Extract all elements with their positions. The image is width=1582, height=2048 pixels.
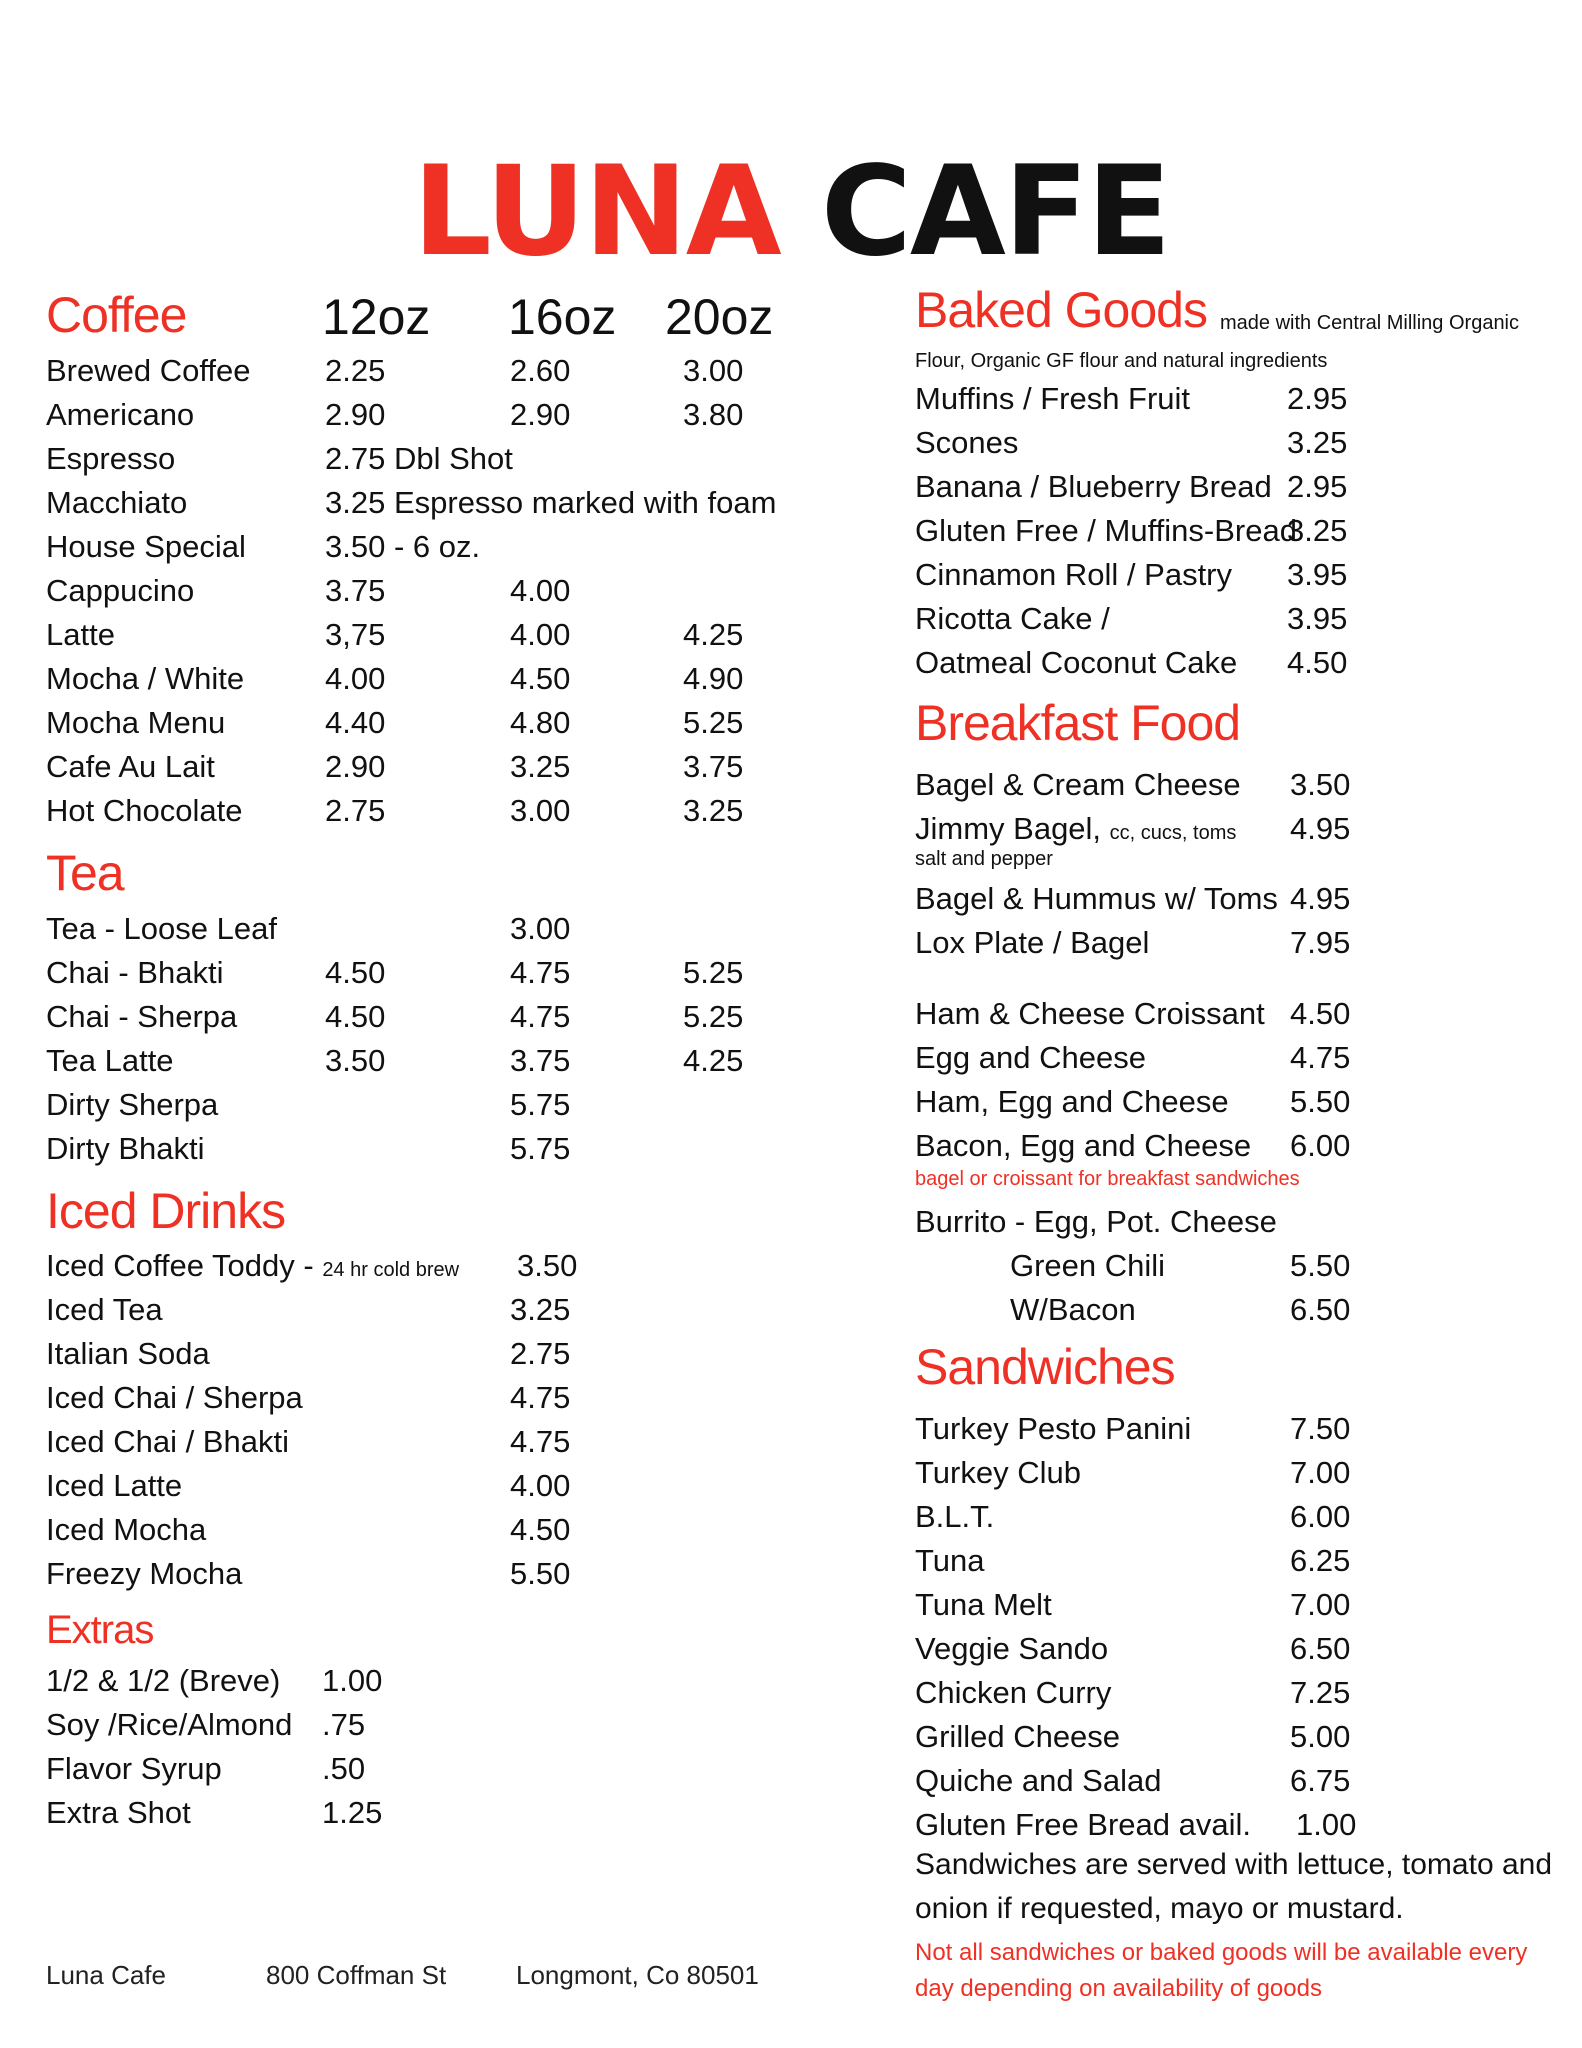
size-header-20oz: 20oz bbox=[665, 289, 774, 345]
price-16oz: 3.00 bbox=[510, 793, 571, 828]
item-name: Dirty Sherpa bbox=[46, 1087, 219, 1122]
price-20oz: 5.25 bbox=[683, 999, 744, 1034]
item-price: 3.25 bbox=[1287, 425, 1348, 460]
coffee-heading: Coffee bbox=[46, 287, 187, 343]
price-12oz: 2.90 bbox=[325, 397, 386, 432]
breakfast-heading: Breakfast Food bbox=[915, 695, 1241, 751]
item-price: 4.50 bbox=[1290, 996, 1351, 1031]
item-name: Mocha / White bbox=[46, 661, 245, 696]
item-name: Chai - Sherpa bbox=[46, 999, 238, 1034]
item-name: Iced Tea bbox=[46, 1292, 163, 1327]
item-name: Freezy Mocha bbox=[46, 1556, 243, 1591]
breakfast-sandwich-note: bagel or croissant for breakfast sandwiches bbox=[915, 1168, 1300, 1190]
item-name: Iced Latte bbox=[46, 1468, 183, 1503]
price-16oz: 4.75 bbox=[510, 999, 571, 1034]
item-price: 6.50 bbox=[1290, 1292, 1351, 1327]
price-20oz: 4.25 bbox=[683, 1043, 744, 1078]
item-price: 7.50 bbox=[1290, 1411, 1351, 1446]
price-16oz: 2.60 bbox=[510, 353, 571, 388]
item-price: 5.50 bbox=[1290, 1084, 1351, 1119]
extras-heading: Extras bbox=[46, 1608, 154, 1652]
item-price: 6.25 bbox=[1290, 1543, 1351, 1578]
item-name: Burrito - Egg, Pot. Cheese bbox=[915, 1204, 1277, 1239]
item-name: Tuna Melt bbox=[915, 1587, 1052, 1622]
item-name: Latte bbox=[46, 617, 115, 652]
item-name: Flavor Syrup bbox=[46, 1751, 222, 1786]
price-12oz: 4.50 bbox=[325, 999, 386, 1034]
price-12oz: 4.00 bbox=[325, 661, 386, 696]
item-price: 3.50 bbox=[517, 1248, 578, 1283]
price-16oz: 4.50 bbox=[510, 661, 571, 696]
item-price: 3.95 bbox=[1287, 557, 1348, 592]
price-20oz: 4.25 bbox=[683, 617, 744, 652]
item-name: Gluten Free / Muffins-Bread bbox=[915, 513, 1297, 548]
item-price: 6.50 bbox=[1290, 1631, 1351, 1666]
item-price: 3.50 bbox=[1290, 767, 1351, 802]
item-name: Brewed Coffee bbox=[46, 353, 251, 388]
availability-note-2: day depending on availability of goods bbox=[915, 1975, 1322, 2002]
item-name: Lox Plate / Bagel bbox=[915, 925, 1150, 960]
item-name: Ham, Egg and Cheese bbox=[915, 1084, 1229, 1119]
item-name: Ricotta Cake / bbox=[915, 601, 1110, 636]
item-price: 1.00 bbox=[322, 1663, 383, 1698]
item-price: .75 bbox=[322, 1707, 366, 1742]
footer-address: 800 Coffman St bbox=[266, 1960, 447, 1990]
price-20oz: 3.00 bbox=[683, 353, 744, 388]
item-name: Cappucino bbox=[46, 573, 195, 608]
price-20oz: 3.75 bbox=[683, 749, 744, 784]
price-12oz: 2.90 bbox=[325, 749, 386, 784]
item-price: 4.75 bbox=[1290, 1040, 1351, 1075]
item-price: 2.95 bbox=[1287, 469, 1348, 504]
price-16oz: 5.75 bbox=[510, 1087, 571, 1122]
price-20oz: 4.90 bbox=[683, 661, 744, 696]
price-12oz: 3,75 bbox=[325, 617, 386, 652]
item-name: Bagel & Hummus w/ Toms bbox=[915, 881, 1278, 916]
item-name: Bagel & Cream Cheese bbox=[915, 767, 1241, 802]
item-name: Macchiato bbox=[46, 485, 188, 520]
footer-city: Longmont, Co 80501 bbox=[516, 1960, 759, 1990]
item-price: 3.25 bbox=[1287, 513, 1348, 548]
item-price: 7.95 bbox=[1290, 925, 1351, 960]
price-16oz: 5.75 bbox=[510, 1131, 571, 1166]
item-name: Bacon, Egg and Cheese bbox=[915, 1128, 1252, 1163]
price-12oz: 3.50 - 6 oz. bbox=[325, 529, 481, 564]
item-price: 4.95 bbox=[1290, 881, 1351, 916]
item-name: B.L.T. bbox=[915, 1499, 995, 1534]
price-20oz: 5.25 bbox=[683, 955, 744, 990]
item-name: Iced Chai / Sherpa bbox=[46, 1380, 303, 1415]
baked-goods-note-2: Flour, Organic GF flour and natural ingredients bbox=[915, 350, 1328, 372]
item-name: Americano bbox=[46, 397, 195, 432]
price-12oz: 2.25 bbox=[325, 353, 386, 388]
tea-heading: Tea bbox=[46, 845, 124, 901]
item-name: Ham & Cheese Croissant bbox=[915, 996, 1265, 1031]
item-price: 7.00 bbox=[1290, 1455, 1351, 1490]
item-name: Tea Latte bbox=[46, 1043, 174, 1078]
price-12oz: 3.25 Espresso marked with foam bbox=[325, 485, 777, 520]
item-name: Extra Shot bbox=[46, 1795, 191, 1830]
jimmy-note-2: salt and pepper bbox=[915, 848, 1053, 870]
baked-goods-note: made with Central Milling Organic bbox=[1220, 312, 1520, 334]
item-name: Turkey Club bbox=[915, 1455, 1081, 1490]
item-name: Soy /Rice/Almond bbox=[46, 1707, 293, 1742]
item-price: 6.75 bbox=[1290, 1763, 1351, 1798]
item-price: 5.00 bbox=[1290, 1719, 1351, 1754]
price-16oz: 3.00 bbox=[510, 911, 571, 946]
item-price: 5.50 bbox=[510, 1556, 571, 1591]
price-12oz: 2.75 bbox=[325, 793, 386, 828]
iced-drinks-heading: Iced Drinks bbox=[46, 1183, 286, 1239]
item-name: 1/2 & 1/2 (Breve) bbox=[46, 1663, 281, 1698]
price-12oz: 2.75 Dbl Shot bbox=[325, 441, 513, 476]
item-name: Iced Mocha bbox=[46, 1512, 207, 1547]
item-name: Cinnamon Roll / Pastry bbox=[915, 557, 1233, 592]
price-16oz: 3.75 bbox=[510, 1043, 571, 1078]
item-name: Jimmy Bagel, bbox=[915, 811, 1110, 846]
item-price: 2.95 bbox=[1287, 381, 1348, 416]
item-name: Cafe Au Lait bbox=[46, 749, 215, 784]
item-name: Egg and Cheese bbox=[915, 1040, 1146, 1075]
item-name: W/Bacon bbox=[1010, 1292, 1136, 1327]
item-name: House Special bbox=[46, 529, 246, 564]
item-price: 1.00 bbox=[1296, 1807, 1357, 1842]
item-name: Gluten Free Bread avail. bbox=[915, 1807, 1252, 1842]
item-price: 2.75 bbox=[510, 1336, 571, 1371]
item-name: Dirty Bhakti bbox=[46, 1131, 205, 1166]
item-note: cc, cucs, toms bbox=[1109, 822, 1237, 844]
item-name: Iced Chai / Bhakti bbox=[46, 1424, 289, 1459]
item-price: 6.00 bbox=[1290, 1128, 1351, 1163]
item-name: Chai - Bhakti bbox=[46, 955, 224, 990]
item-note: 24 hr cold brew bbox=[322, 1259, 460, 1281]
item-price: 3.95 bbox=[1287, 601, 1348, 636]
availability-note-1: Not all sandwiches or baked goods will be available every bbox=[915, 1939, 1528, 1966]
size-header-12oz: 12oz bbox=[322, 289, 431, 345]
item-name: Green Chili bbox=[1010, 1248, 1166, 1283]
item-price: 7.00 bbox=[1290, 1587, 1351, 1622]
price-12oz: 3.75 bbox=[325, 573, 386, 608]
item-name: Muffins / Fresh Fruit bbox=[915, 381, 1191, 416]
item-name: Banana / Blueberry Bread bbox=[915, 469, 1272, 504]
item-name: Hot Chocolate bbox=[46, 793, 243, 828]
sandwiches-heading: Sandwiches bbox=[915, 1339, 1175, 1395]
price-20oz: 5.25 bbox=[683, 705, 744, 740]
item-price: 3.25 bbox=[510, 1292, 571, 1327]
item-price: 4.00 bbox=[510, 1468, 571, 1503]
item-name: Grilled Cheese bbox=[915, 1719, 1121, 1754]
price-16oz: 4.80 bbox=[510, 705, 571, 740]
sandwich-note-1: Sandwiches are served with lettuce, tomato and bbox=[915, 1848, 1553, 1881]
sandwich-note-2: onion if requested, mayo or mustard. bbox=[915, 1892, 1404, 1925]
price-20oz: 3.25 bbox=[683, 793, 744, 828]
title-luna: LUNA bbox=[412, 140, 780, 284]
footer-name: Luna Cafe bbox=[46, 1960, 166, 1990]
item-price: 5.50 bbox=[1290, 1248, 1351, 1283]
item-name: Quiche and Salad bbox=[915, 1763, 1162, 1798]
item-price: 6.00 bbox=[1290, 1499, 1351, 1534]
item-price: 1.25 bbox=[322, 1795, 383, 1830]
item-name: Tuna bbox=[915, 1543, 985, 1578]
price-12oz: 4.50 bbox=[325, 955, 386, 990]
item-price: 4.95 bbox=[1290, 811, 1351, 846]
size-header-16oz: 16oz bbox=[508, 289, 617, 345]
item-name: Scones bbox=[915, 425, 1019, 460]
price-16oz: 4.00 bbox=[510, 573, 571, 608]
price-20oz: 3.80 bbox=[683, 397, 744, 432]
item-name: Oatmeal Coconut Cake bbox=[915, 645, 1238, 680]
item-name: Tea - Loose Leaf bbox=[46, 911, 277, 946]
title-cafe: CAFE bbox=[820, 140, 1170, 284]
price-16oz: 4.75 bbox=[510, 955, 571, 990]
price-16oz: 2.90 bbox=[510, 397, 571, 432]
item-price: 4.75 bbox=[510, 1380, 571, 1415]
item-name: Turkey Pesto Panini bbox=[915, 1411, 1192, 1446]
item-price: 4.50 bbox=[1287, 645, 1348, 680]
item-name: Iced Coffee Toddy - bbox=[46, 1248, 323, 1283]
item-price: .50 bbox=[322, 1751, 366, 1786]
item-name: Italian Soda bbox=[46, 1336, 210, 1371]
price-12oz: 4.40 bbox=[325, 705, 386, 740]
item-price: 7.25 bbox=[1290, 1675, 1351, 1710]
price-16oz: 3.25 bbox=[510, 749, 571, 784]
item-name: Espresso bbox=[46, 441, 176, 476]
item-name: Veggie Sando bbox=[915, 1631, 1109, 1666]
item-price: 4.75 bbox=[510, 1424, 571, 1459]
item-price: 4.50 bbox=[510, 1512, 571, 1547]
item-name: Mocha Menu bbox=[46, 705, 226, 740]
price-12oz: 3.50 bbox=[325, 1043, 386, 1078]
item-name: Chicken Curry bbox=[915, 1675, 1112, 1710]
price-16oz: 4.00 bbox=[510, 617, 571, 652]
baked-goods-heading: Baked Goods bbox=[915, 282, 1207, 338]
